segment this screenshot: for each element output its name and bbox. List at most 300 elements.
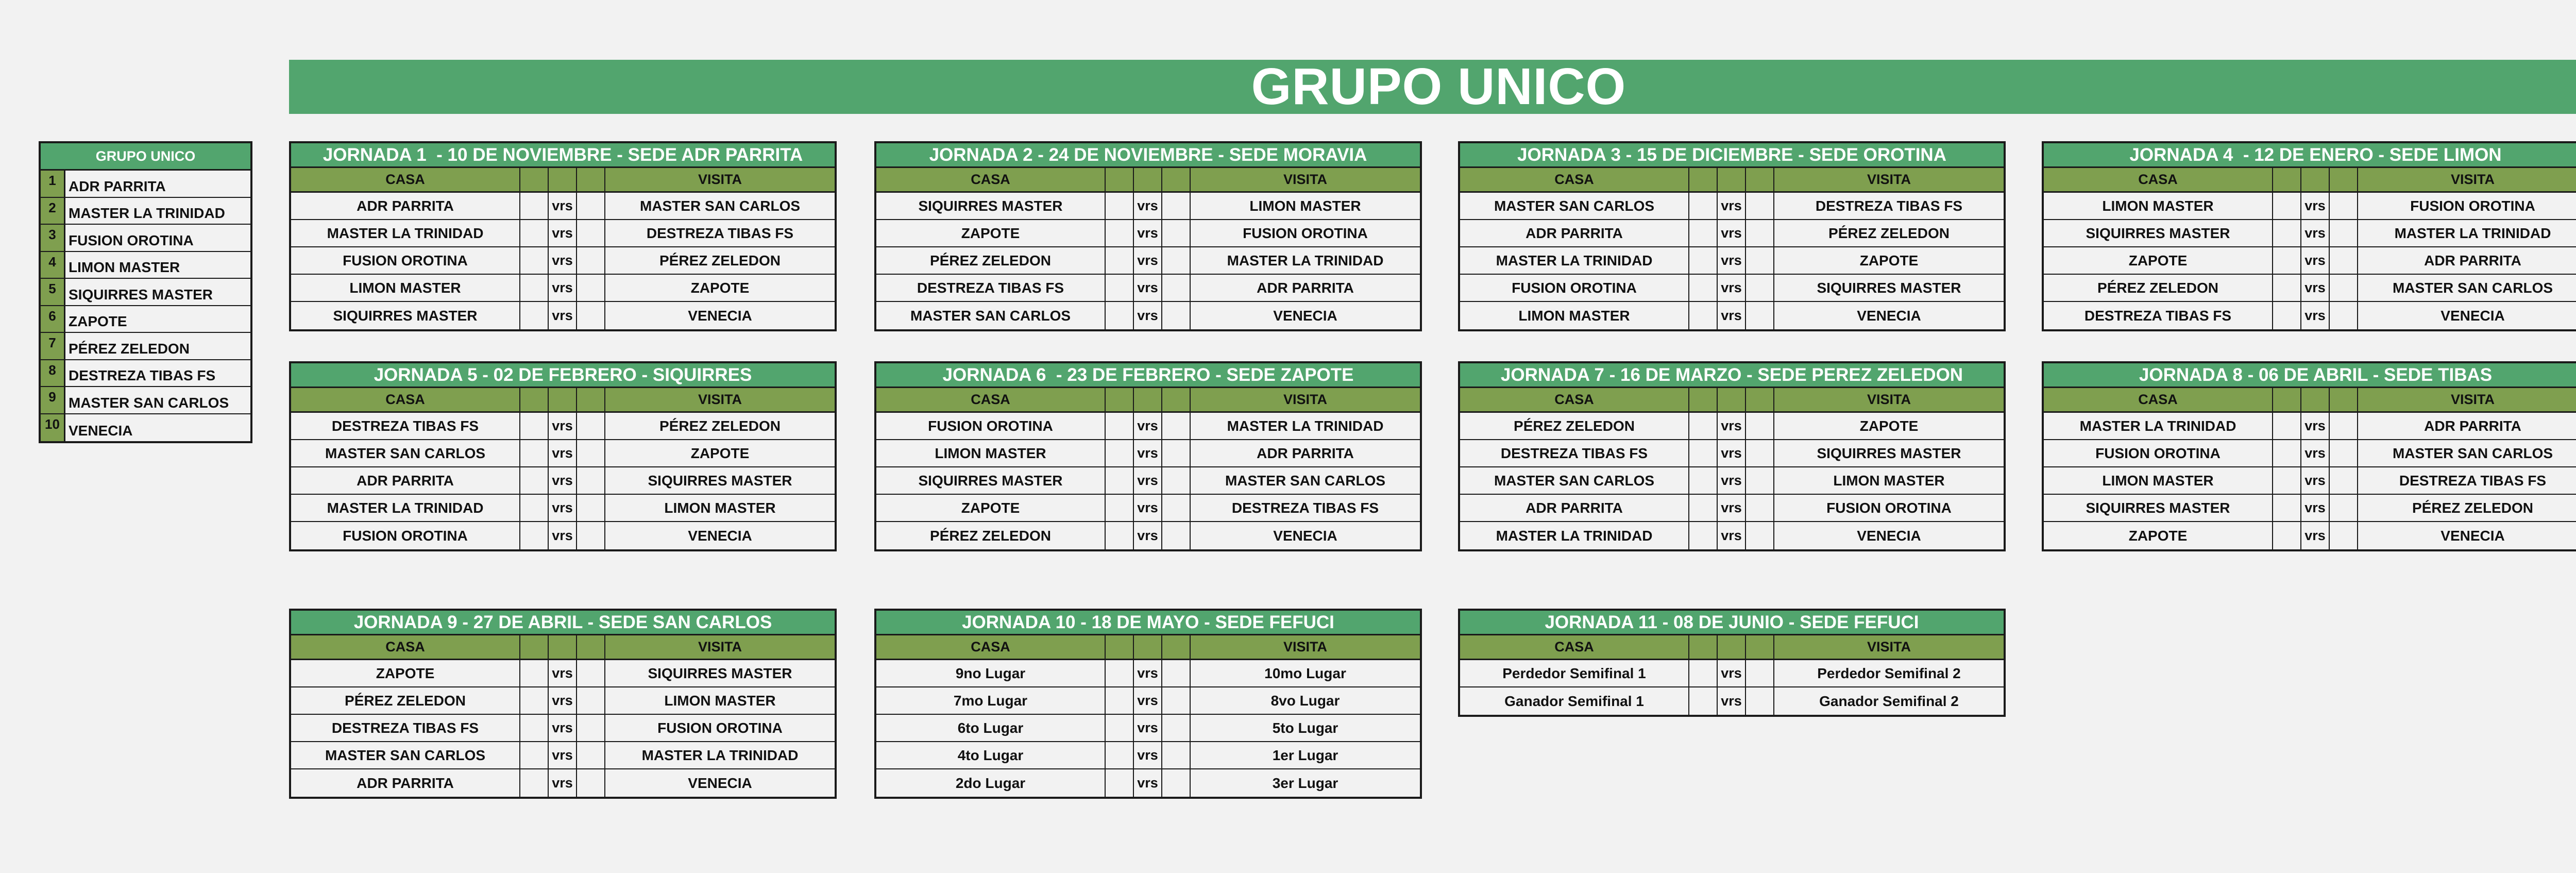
jornada-table (874, 141, 1422, 331)
score-home (1689, 660, 1718, 686)
versus-label: vrs (1718, 660, 1746, 686)
score-home (1689, 495, 1718, 521)
home-team: MASTER SAN CARLOS (876, 302, 1106, 329)
match-row (2044, 302, 2576, 329)
score-away (2330, 302, 2358, 329)
header-visita: VISITA (698, 639, 742, 654)
away-team: Perdedor Semifinal 2 (1817, 665, 1961, 681)
group-list-row (41, 414, 250, 442)
home-team: MASTER SAN CARLOS (1460, 193, 1689, 219)
team-name: ZAPOTE (69, 313, 127, 329)
away-team: DESTREZA TIBAS FS (2399, 472, 2547, 489)
score-away (1162, 742, 1191, 768)
group-list-row (41, 279, 250, 306)
score-away (1162, 522, 1191, 549)
score-home (1106, 247, 1134, 274)
away-team: PÉREZ ZELEDON (659, 252, 781, 268)
match-row (291, 413, 835, 440)
away-team: VENECIA (688, 527, 752, 544)
jornada-title: JORNADA 2 - 24 DE NOVIEMBRE - SEDE MORAVIA (876, 143, 1420, 168)
match-row (2044, 440, 2576, 467)
header-visita: VISITA (698, 392, 742, 407)
home-team: FUSION OROTINA (291, 522, 520, 549)
header-spacer (549, 388, 577, 411)
score-away (1746, 687, 1774, 715)
home-team: PÉREZ ZELEDON (2044, 275, 2273, 301)
home-team: LIMON MASTER (2044, 467, 2273, 494)
team-name: SIQUIRRES MASTER (69, 286, 213, 303)
jornada-title: JORNADA 11 - 08 DE JUNIO - SEDE FEFUCI (1460, 611, 2004, 635)
home-team: FUSION OROTINA (876, 413, 1106, 439)
versus-label: vrs (549, 302, 577, 329)
home-team: ADR PARRITA (1460, 495, 1689, 521)
match-row (2044, 247, 2576, 275)
home-team: SIQUIRRES MASTER (876, 467, 1106, 494)
match-row (1460, 302, 2004, 329)
jornada-column-header (291, 168, 835, 193)
score-home (1106, 302, 1134, 329)
match-row (2044, 522, 2576, 549)
score-away (1746, 495, 1774, 521)
away-team: MASTER SAN CARLOS (639, 197, 801, 214)
header-casa: CASA (1460, 388, 1689, 411)
score-away (577, 275, 605, 301)
page-title: GRUPO UNICO (289, 60, 2576, 114)
home-team: 4to Lugar (876, 742, 1106, 768)
score-away (577, 440, 605, 466)
score-home (520, 495, 549, 521)
away-team: MASTER SAN CARLOS (2392, 279, 2553, 296)
match-row (876, 522, 1420, 549)
match-row (2044, 193, 2576, 220)
versus-label: vrs (549, 467, 577, 494)
away-team: MASTER LA TRINIDAD (1227, 417, 1384, 434)
match-row (876, 467, 1420, 495)
team-name: VENECIA (69, 423, 133, 439)
away-team: 5to Lugar (1272, 719, 1338, 736)
versus-label: vrs (2301, 440, 2330, 466)
away-team: ADR PARRITA (1257, 279, 1354, 296)
away-team: SIQUIRRES MASTER (648, 472, 792, 489)
group-list-row (41, 171, 250, 198)
jornada-table (874, 361, 1422, 551)
away-team: PÉREZ ZELEDON (1828, 225, 1950, 241)
match-row (2044, 467, 2576, 495)
match-row (291, 275, 835, 302)
away-team: VENECIA (1857, 307, 1921, 324)
match-row (1460, 467, 2004, 495)
home-team: SIQUIRRES MASTER (2044, 495, 2273, 521)
group-list-row (41, 333, 250, 360)
score-home (2273, 467, 2301, 494)
versus-label: vrs (1134, 742, 1162, 768)
score-home (1689, 413, 1718, 439)
team-number: 9 (41, 387, 65, 413)
score-away (1162, 715, 1191, 741)
away-team: MASTER LA TRINIDAD (2394, 225, 2551, 241)
versus-label: vrs (1134, 247, 1162, 274)
match-row (876, 715, 1420, 742)
group-list-row (41, 360, 250, 388)
score-away (1162, 193, 1191, 219)
score-home (520, 247, 549, 274)
versus-label: vrs (549, 275, 577, 301)
versus-label: vrs (1134, 769, 1162, 797)
score-home (2273, 247, 2301, 274)
header-spacer (1689, 168, 1718, 191)
match-row (1460, 440, 2004, 467)
versus-label: vrs (2301, 522, 2330, 549)
jornada-column-header (291, 635, 835, 660)
versus-label: vrs (1718, 467, 1746, 494)
versus-label: vrs (2301, 413, 2330, 439)
group-list-row (41, 306, 250, 333)
home-team: DESTREZA TIBAS FS (2044, 302, 2273, 329)
versus-label: vrs (1134, 275, 1162, 301)
jornada-title: JORNADA 6 - 23 DE FEBRERO - SEDE ZAPOTE (876, 363, 1420, 388)
score-away (577, 467, 605, 494)
header-visita: VISITA (2450, 392, 2495, 407)
score-away (2330, 193, 2358, 219)
home-team: PÉREZ ZELEDON (1460, 413, 1689, 439)
jornada-table (1458, 361, 2006, 551)
away-team: ZAPOTE (1859, 252, 1919, 268)
score-home (2273, 193, 2301, 219)
jornada-table (2042, 361, 2576, 551)
score-away (2330, 440, 2358, 466)
score-home (1689, 302, 1718, 329)
away-team: 10mo Lugar (1264, 665, 1346, 681)
group-team-list (39, 141, 252, 443)
versus-label: vrs (1718, 193, 1746, 219)
header-spacer (1134, 168, 1162, 191)
group-list-row (41, 252, 250, 279)
header-casa: CASA (2044, 168, 2273, 191)
score-away (1746, 413, 1774, 439)
score-away (2330, 467, 2358, 494)
header-casa: CASA (876, 635, 1106, 659)
score-away (577, 193, 605, 219)
away-team: ZAPOTE (690, 279, 750, 296)
versus-label: vrs (549, 660, 577, 686)
match-row (1460, 275, 2004, 302)
home-team: LIMON MASTER (876, 440, 1106, 466)
score-home (520, 742, 549, 768)
score-away (1746, 220, 1774, 246)
header-spacer (520, 388, 549, 411)
score-away (577, 522, 605, 549)
score-home (1689, 220, 1718, 246)
away-team: Ganador Semifinal 2 (1819, 693, 1959, 709)
away-team: MASTER LA TRINIDAD (1227, 252, 1384, 268)
match-row (291, 302, 835, 329)
away-team: FUSION OROTINA (657, 719, 783, 736)
jornada-table (874, 609, 1422, 799)
jornada-column-header (291, 388, 835, 413)
away-team: 3er Lugar (1272, 775, 1338, 791)
away-team: VENECIA (1273, 307, 1337, 324)
score-away (577, 715, 605, 741)
team-name: DESTREZA TIBAS FS (69, 367, 216, 383)
versus-label: vrs (1718, 220, 1746, 246)
away-team: MASTER SAN CARLOS (1225, 472, 1386, 489)
jornada-column-header (2044, 168, 2576, 193)
match-row (291, 742, 835, 769)
score-away (1162, 413, 1191, 439)
versus-label: vrs (549, 193, 577, 219)
home-team: MASTER SAN CARLOS (291, 440, 520, 466)
header-visita: VISITA (698, 172, 742, 187)
header-spacer (520, 168, 549, 191)
score-away (1162, 220, 1191, 246)
home-team: PÉREZ ZELEDON (291, 687, 520, 714)
score-home (1689, 275, 1718, 301)
versus-label: vrs (549, 495, 577, 521)
home-team: FUSION OROTINA (291, 247, 520, 274)
score-away (2330, 413, 2358, 439)
score-home (2273, 413, 2301, 439)
away-team: ADR PARRITA (1257, 445, 1354, 461)
home-team: MASTER LA TRINIDAD (291, 220, 520, 246)
team-name: MASTER LA TRINIDAD (69, 205, 225, 221)
match-row (876, 193, 1420, 220)
score-home (2273, 440, 2301, 466)
jornada-title: JORNADA 5 - 02 DE FEBRERO - SIQUIRRES (291, 363, 835, 388)
jornada-title: JORNADA 3 - 15 DE DICIEMBRE - SEDE OROTINA (1460, 143, 2004, 168)
score-home (1106, 220, 1134, 246)
versus-label: vrs (2301, 275, 2330, 301)
header-casa: CASA (291, 388, 520, 411)
score-home (1689, 247, 1718, 274)
header-spacer (577, 168, 605, 191)
match-row (291, 467, 835, 495)
score-away (1162, 440, 1191, 466)
header-casa: CASA (1460, 168, 1689, 191)
score-home (520, 660, 549, 686)
jornada-title: JORNADA 9 - 27 DE ABRIL - SEDE SAN CARLOS (291, 611, 835, 635)
header-spacer (1106, 388, 1134, 411)
header-visita: VISITA (1867, 639, 1911, 654)
match-row (1460, 220, 2004, 247)
home-team: 9no Lugar (876, 660, 1106, 686)
team-number: 7 (41, 333, 65, 359)
home-team: MASTER LA TRINIDAD (291, 495, 520, 521)
score-away (1746, 193, 1774, 219)
match-row (876, 220, 1420, 247)
home-team: MASTER LA TRINIDAD (2044, 413, 2273, 439)
match-row (876, 660, 1420, 687)
match-row (1460, 413, 2004, 440)
match-row (291, 715, 835, 742)
score-home (520, 467, 549, 494)
home-team: Ganador Semifinal 1 (1460, 687, 1689, 715)
match-row (876, 302, 1420, 329)
home-team: MASTER SAN CARLOS (291, 742, 520, 768)
jornada-column-header (1460, 388, 2004, 413)
header-spacer (1746, 168, 1774, 191)
away-team: LIMON MASTER (1833, 472, 1945, 489)
match-row (2044, 413, 2576, 440)
match-row (1460, 495, 2004, 522)
versus-label: vrs (549, 220, 577, 246)
away-team: VENECIA (1857, 527, 1921, 544)
versus-label: vrs (1134, 687, 1162, 714)
score-home (520, 715, 549, 741)
score-home (2273, 522, 2301, 549)
score-away (1746, 467, 1774, 494)
score-away (1162, 769, 1191, 797)
header-spacer (549, 635, 577, 659)
away-team: LIMON MASTER (664, 692, 776, 709)
home-team: LIMON MASTER (2044, 193, 2273, 219)
header-casa: CASA (1460, 635, 1689, 659)
match-row (1460, 247, 2004, 275)
versus-label: vrs (1134, 495, 1162, 521)
away-team: FUSION OROTINA (1826, 499, 1952, 516)
score-home (520, 220, 549, 246)
versus-label: vrs (2301, 247, 2330, 274)
score-away (2330, 247, 2358, 274)
match-row (291, 769, 835, 797)
home-team: FUSION OROTINA (2044, 440, 2273, 466)
group-list-header: GRUPO UNICO (41, 143, 250, 171)
score-home (1689, 440, 1718, 466)
versus-label: vrs (549, 769, 577, 797)
score-home (520, 302, 549, 329)
header-casa: CASA (876, 168, 1106, 191)
score-away (1162, 247, 1191, 274)
team-name: MASTER SAN CARLOS (69, 394, 229, 411)
score-away (1162, 495, 1191, 521)
versus-label: vrs (1134, 193, 1162, 219)
team-number: 3 (41, 225, 65, 251)
header-spacer (1746, 635, 1774, 659)
match-row (876, 247, 1420, 275)
jornada-title: JORNADA 1 - 10 DE NOVIEMBRE - SEDE ADR PARRITA (291, 143, 835, 168)
versus-label: vrs (549, 440, 577, 466)
score-away (1746, 302, 1774, 329)
jornada-column-header (876, 635, 1420, 660)
score-away (2330, 275, 2358, 301)
group-list-row (41, 225, 250, 252)
header-spacer (1134, 388, 1162, 411)
header-spacer (2330, 168, 2358, 191)
score-home (1689, 522, 1718, 549)
group-list-row (41, 198, 250, 225)
versus-label: vrs (1134, 467, 1162, 494)
team-number: 8 (41, 360, 65, 387)
versus-label: vrs (1718, 302, 1746, 329)
away-team: LIMON MASTER (664, 499, 776, 516)
versus-label: vrs (2301, 193, 2330, 219)
header-spacer (1718, 635, 1746, 659)
away-team: SIQUIRRES MASTER (648, 665, 792, 681)
score-home (520, 440, 549, 466)
score-away (577, 769, 605, 797)
home-team: ZAPOTE (2044, 522, 2273, 549)
header-spacer (1106, 168, 1134, 191)
header-visita: VISITA (2450, 172, 2495, 187)
versus-label: vrs (549, 413, 577, 439)
home-team: ADR PARRITA (1460, 220, 1689, 246)
score-away (577, 247, 605, 274)
score-home (2273, 495, 2301, 521)
header-spacer (1718, 388, 1746, 411)
home-team: LIMON MASTER (1460, 302, 1689, 329)
home-team: ZAPOTE (2044, 247, 2273, 274)
away-team: VENECIA (688, 775, 752, 791)
team-number: 2 (41, 198, 65, 224)
away-team: ADR PARRITA (2424, 252, 2521, 268)
away-team: PÉREZ ZELEDON (2412, 499, 2533, 516)
match-row (876, 440, 1420, 467)
header-visita: VISITA (1867, 172, 1911, 187)
score-away (1746, 660, 1774, 686)
home-team: ZAPOTE (291, 660, 520, 686)
header-spacer (2301, 388, 2330, 411)
jornada-column-header (2044, 388, 2576, 413)
header-visita: VISITA (1283, 392, 1327, 407)
jornada-table (289, 361, 837, 551)
versus-label: vrs (2301, 220, 2330, 246)
jornada-title: JORNADA 7 - 16 DE MARZO - SEDE PEREZ ZELEDON (1460, 363, 2004, 388)
home-team: PÉREZ ZELEDON (876, 522, 1106, 549)
jornada-table (2042, 141, 2576, 331)
team-number: 5 (41, 279, 65, 305)
versus-label: vrs (1134, 413, 1162, 439)
home-team: ADR PARRITA (291, 467, 520, 494)
versus-label: vrs (1718, 495, 1746, 521)
versus-label: vrs (1718, 413, 1746, 439)
match-row (2044, 275, 2576, 302)
match-row (876, 275, 1420, 302)
score-home (2273, 220, 2301, 246)
jornada-column-header (1460, 168, 2004, 193)
away-team: VENECIA (2441, 527, 2505, 544)
match-row (876, 495, 1420, 522)
score-away (577, 302, 605, 329)
versus-label: vrs (1134, 440, 1162, 466)
away-team: MASTER LA TRINIDAD (641, 747, 799, 763)
home-team: 7mo Lugar (876, 687, 1106, 714)
home-team: ADR PARRITA (291, 193, 520, 219)
score-away (577, 742, 605, 768)
away-team: DESTREZA TIBAS FS (1815, 197, 1963, 214)
header-spacer (1134, 635, 1162, 659)
jornada-title: JORNADA 10 - 18 DE MAYO - SEDE FEFUCI (876, 611, 1420, 635)
match-row (876, 769, 1420, 797)
versus-label: vrs (1134, 220, 1162, 246)
header-spacer (1746, 388, 1774, 411)
away-team: VENECIA (2441, 307, 2505, 324)
home-team: MASTER SAN CARLOS (1460, 467, 1689, 494)
header-visita: VISITA (1867, 392, 1911, 407)
away-team: FUSION OROTINA (2410, 197, 2535, 214)
home-team: DESTREZA TIBAS FS (291, 715, 520, 741)
score-away (1746, 522, 1774, 549)
header-casa: CASA (291, 635, 520, 659)
score-home (1689, 193, 1718, 219)
away-team: DESTREZA TIBAS FS (1231, 499, 1379, 516)
score-away (577, 495, 605, 521)
score-away (1746, 275, 1774, 301)
versus-label: vrs (2301, 467, 2330, 494)
header-spacer (2273, 388, 2301, 411)
header-spacer (2273, 168, 2301, 191)
header-spacer (1162, 168, 1191, 191)
home-team: LIMON MASTER (291, 275, 520, 301)
match-row (2044, 220, 2576, 247)
